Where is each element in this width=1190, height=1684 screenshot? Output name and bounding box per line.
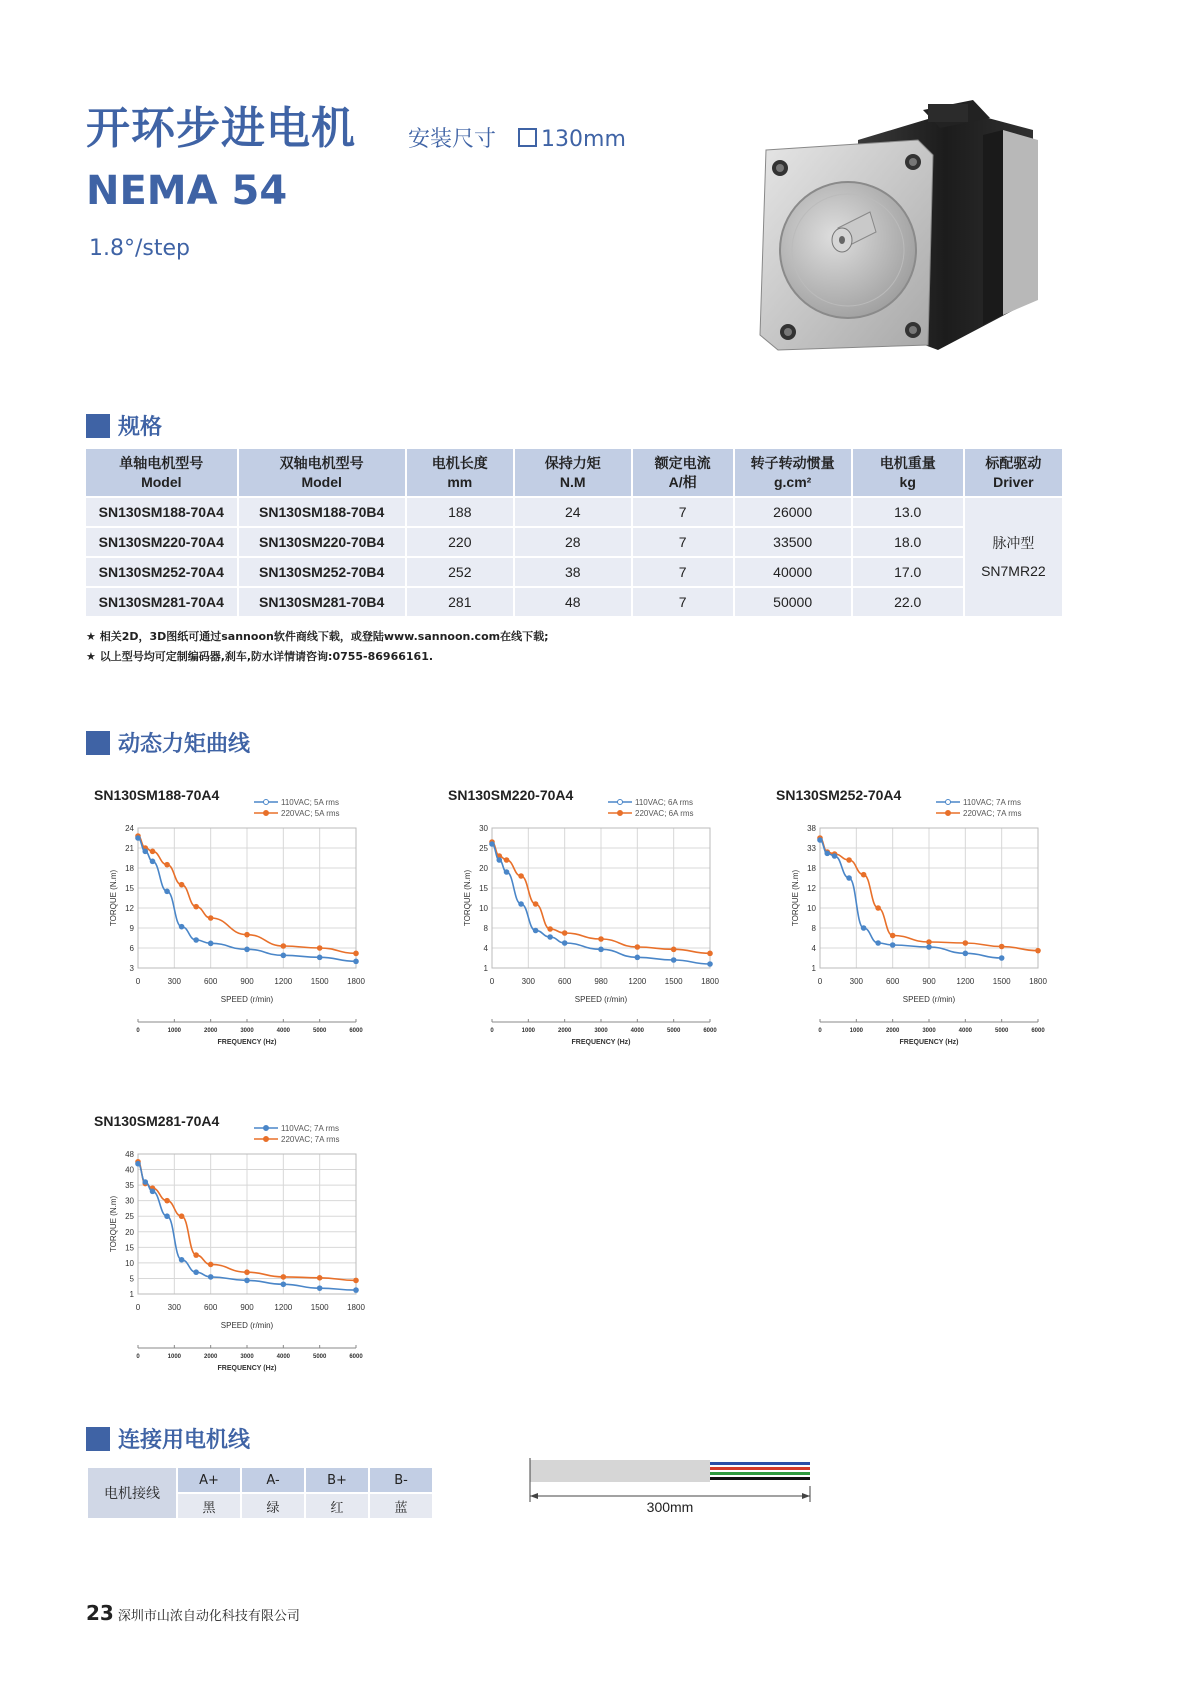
section-label: 规格: [118, 415, 163, 440]
y-tick-label: 10: [807, 904, 816, 913]
section-label: 连接用电机线: [118, 1428, 251, 1453]
legend-marker: [618, 800, 623, 805]
y-axis-label: TORQUE (N.m): [463, 869, 472, 927]
y-tick-label: 10: [479, 904, 488, 913]
wire-green: [710, 1472, 810, 1475]
data-point: [317, 1285, 323, 1291]
data-point: [193, 937, 199, 943]
x-axis-label: SPEED (r/min): [902, 995, 956, 1004]
section-label: 动态力矩曲线: [118, 732, 251, 757]
data-point: [562, 940, 568, 946]
y-tick-label: 18: [125, 864, 134, 873]
data-point: [353, 1278, 359, 1284]
cell-weight: 22.0: [852, 587, 964, 616]
data-point: [489, 841, 495, 847]
y-tick-label: 4: [483, 944, 488, 953]
chart-title: SN130SM188-70A4: [94, 787, 220, 803]
legend-marker: [264, 800, 269, 805]
data-point: [164, 862, 170, 868]
data-point: [875, 940, 881, 946]
data-point: [635, 944, 641, 950]
x-tick-label: 1500: [664, 977, 683, 986]
data-point: [547, 926, 553, 932]
x-tick-label: 1500: [310, 977, 329, 986]
data-point: [281, 1281, 287, 1287]
x-tick-label: 980: [594, 977, 608, 986]
y-tick-label: 6: [129, 944, 134, 953]
data-point: [150, 849, 156, 855]
y-tick-label: 25: [479, 844, 488, 853]
company-name: 深圳市山浓自动化科技有限公司: [117, 1609, 300, 1624]
data-point: [504, 869, 510, 875]
x2-tick-label: 4000: [630, 1028, 645, 1034]
data-point: [244, 947, 250, 953]
stepper-motor-image: [758, 100, 1058, 360]
section-marker: [86, 1427, 110, 1451]
cell-inertia: 40000: [734, 557, 852, 587]
y-tick-label: 1: [129, 1290, 134, 1299]
x-tick-label: 1800: [347, 977, 365, 986]
x-tick-label: 0: [489, 977, 495, 986]
data-point: [861, 925, 867, 931]
data-point: [635, 955, 641, 961]
y-tick-label: 4: [811, 944, 816, 953]
data-point: [142, 1179, 148, 1185]
data-point: [353, 1287, 359, 1293]
page-number: 23: [86, 1601, 114, 1625]
data-point: [317, 955, 323, 961]
x-tick-label: 1800: [701, 977, 719, 986]
x-tick-label: 0: [135, 977, 141, 986]
x-tick-label: 600: [885, 977, 900, 986]
x2-tick-label: 1000: [521, 1028, 536, 1034]
cell-driver: [964, 497, 1063, 616]
data-point: [317, 945, 323, 951]
table-header-row: [86, 449, 1063, 497]
torque-chart-svg: [86, 786, 386, 1046]
table-row: [86, 557, 1063, 587]
legend-label: 110VAC; 7A rms: [963, 798, 1021, 807]
x2-tick-label: 6000: [703, 1028, 717, 1034]
section-marker: [86, 731, 110, 755]
data-point: [598, 947, 604, 953]
data-point: [244, 932, 250, 938]
y-tick-label: 9: [129, 924, 134, 933]
x-tick-label: 900: [922, 977, 936, 986]
data-point: [208, 915, 214, 921]
x-tick-label: 1500: [310, 1303, 329, 1312]
data-point: [281, 953, 287, 959]
header-weight: 电机重量 kg: [852, 449, 964, 497]
x2-tick-label: 3000: [240, 1354, 254, 1360]
data-point: [832, 853, 838, 859]
data-point: [999, 955, 1005, 961]
data-point: [281, 943, 287, 949]
mount-label: 安装尺寸: [408, 127, 497, 152]
table-row: [86, 497, 1063, 527]
wire-black: [710, 1477, 810, 1480]
cell-torque: 38: [514, 557, 632, 587]
data-point: [179, 1213, 185, 1219]
mount-size-value: 130mm: [541, 127, 626, 152]
pin-b-plus: B+: [305, 1467, 369, 1493]
pin-a-plus: A+: [177, 1467, 241, 1493]
x2-tick-label: 6000: [349, 1354, 363, 1360]
x2-tick-label: 3000: [922, 1028, 936, 1034]
data-point: [890, 933, 896, 939]
table-row: [86, 587, 1063, 616]
x2-axis-label: FREQUENCY (Hz): [217, 1365, 277, 1372]
x-tick-label: 1500: [992, 977, 1011, 986]
x2-tick-label: 6000: [349, 1028, 363, 1034]
data-point: [281, 1274, 287, 1280]
x-tick-label: 1800: [1029, 977, 1047, 986]
data-point: [135, 1161, 141, 1167]
x2-tick-label: 5000: [666, 1028, 681, 1034]
x2-axis-label: FREQUENCY (Hz): [217, 1039, 277, 1046]
pin-b-minus: B-: [369, 1467, 433, 1493]
cell-single-model: SN130SM220-70A4: [86, 527, 238, 557]
header-rotor-inertia: 转子转动惯量 g.cm²: [734, 449, 852, 497]
x-tick-label: 300: [849, 977, 864, 986]
legend-marker: [946, 800, 951, 805]
cell-current: 7: [632, 527, 734, 557]
data-point: [142, 849, 148, 855]
section-title-spec: [86, 414, 162, 440]
data-point: [179, 1257, 185, 1263]
y-tick-label: 21: [125, 844, 134, 853]
torque-chart-252: [768, 786, 1068, 1046]
chart-title: SN130SM252-70A4: [776, 787, 902, 803]
driver-type: 脉冲型: [992, 535, 1035, 551]
section-title-torque: [86, 731, 250, 757]
data-point: [926, 939, 932, 945]
x2-tick-label: 4000: [958, 1028, 973, 1034]
y-tick-label: 8: [811, 924, 816, 933]
wire-color-blue: 蓝: [369, 1493, 433, 1519]
cell-dual-model: SN130SM281-70B4: [238, 587, 406, 616]
cell-torque: 28: [514, 527, 632, 557]
x2-tick-label: 0: [490, 1028, 494, 1034]
x-tick-label: 1200: [274, 1303, 293, 1312]
data-point: [208, 941, 214, 947]
data-point: [193, 1269, 199, 1275]
mount-size: [408, 122, 626, 153]
y-tick-label: 3: [129, 964, 134, 973]
x-tick-label: 1800: [347, 1303, 365, 1312]
x-axis-label: SPEED (r/min): [574, 995, 628, 1004]
x-tick-label: 600: [203, 1303, 218, 1312]
torque-chart-svg: [768, 786, 1068, 1046]
x-tick-label: 600: [203, 977, 218, 986]
wire-color-black: 黑: [177, 1493, 241, 1519]
x2-tick-label: 4000: [276, 1028, 291, 1034]
cell-torque: 48: [514, 587, 632, 616]
y-tick-label: 38: [807, 824, 816, 833]
data-point: [179, 924, 185, 930]
data-point: [518, 901, 524, 907]
header-length: 电机长度 mm: [406, 449, 514, 497]
header-single-model: 单轴电机型号 Model: [86, 449, 238, 497]
x-tick-label: 0: [817, 977, 823, 986]
cell-weight: 13.0: [852, 497, 964, 527]
x2-tick-label: 5000: [312, 1354, 327, 1360]
data-point: [193, 1252, 199, 1258]
y-tick-label: 1: [811, 964, 816, 973]
x2-tick-label: 1000: [167, 1354, 182, 1360]
legend-label: 220VAC; 7A rms: [963, 809, 1022, 818]
x-tick-label: 0: [135, 1303, 141, 1312]
data-point: [164, 889, 170, 895]
wiring-label: 电机接线: [87, 1467, 177, 1519]
legend-marker: [264, 1137, 269, 1142]
torque-chart-220: [440, 786, 740, 1046]
legend-marker: [264, 811, 269, 816]
cell-length: 252: [406, 557, 514, 587]
x2-axis-label: FREQUENCY (Hz): [899, 1039, 959, 1046]
cell-current: 7: [632, 557, 734, 587]
data-point: [926, 944, 932, 950]
cell-inertia: 26000: [734, 497, 852, 527]
x-tick-label: 1200: [628, 977, 647, 986]
x2-tick-label: 2000: [203, 1028, 218, 1034]
wire-color-red: 红: [305, 1493, 369, 1519]
data-point: [861, 872, 867, 878]
cell-current: 7: [632, 497, 734, 527]
y-tick-label: 24: [125, 824, 134, 833]
note-line: ★ 以上型号均可定制编码器,刹车,防水详情请咨询:0755-86966161.: [86, 650, 434, 663]
torque-chart-188: [86, 786, 386, 1046]
wire-color-green: 绿: [241, 1493, 305, 1519]
y-tick-label: 8: [483, 924, 488, 933]
data-point: [496, 857, 502, 863]
wire-blue: [710, 1462, 810, 1465]
header-rated-current: 额定电流 A/相: [632, 449, 734, 497]
y-tick-label: 15: [125, 884, 134, 893]
data-point: [244, 1278, 250, 1284]
footer: [86, 1601, 300, 1625]
chart-title: SN130SM220-70A4: [448, 787, 574, 803]
chart-title: SN130SM281-70A4: [94, 1113, 220, 1129]
y-tick-label: 30: [125, 1196, 134, 1206]
wiring-pin-row: [87, 1467, 433, 1493]
cell-weight: 17.0: [852, 557, 964, 587]
data-point: [999, 944, 1005, 950]
series-line: [820, 840, 1002, 958]
x-tick-label: 900: [240, 977, 254, 986]
data-point: [150, 1189, 156, 1195]
page-title-cn: 开环步进电机: [86, 103, 356, 154]
legend-label: 110VAC; 6A rms: [635, 798, 693, 807]
legend-label: 220VAC; 7A rms: [281, 1135, 340, 1144]
y-tick-label: 35: [125, 1181, 134, 1191]
x-tick-label: 300: [167, 1303, 182, 1312]
x2-tick-label: 6000: [1031, 1028, 1045, 1034]
data-point: [164, 1213, 170, 1219]
data-point: [1035, 948, 1041, 954]
data-point: [208, 1274, 214, 1280]
data-point: [179, 882, 185, 888]
x2-axis-label: FREQUENCY (Hz): [571, 1039, 631, 1046]
legend-label: 110VAC; 7A rms: [281, 1124, 339, 1133]
cell-inertia: 33500: [734, 527, 852, 557]
x-tick-label: 600: [557, 977, 572, 986]
table-row: [86, 527, 1063, 557]
y-tick-label: 48: [125, 1150, 134, 1159]
cell-dual-model: SN130SM188-70B4: [238, 497, 406, 527]
data-point: [533, 901, 539, 907]
data-point: [533, 928, 539, 934]
y-tick-label: 12: [807, 884, 816, 893]
x2-tick-label: 2000: [885, 1028, 900, 1034]
data-point: [963, 940, 969, 946]
y-tick-label: 25: [125, 1212, 134, 1222]
cell-single-model: SN130SM281-70A4: [86, 587, 238, 616]
y-tick-label: 15: [479, 884, 488, 893]
data-point: [875, 905, 881, 911]
data-point: [671, 957, 677, 963]
data-point: [518, 873, 524, 879]
x2-tick-label: 0: [818, 1028, 822, 1034]
data-point: [135, 835, 141, 841]
legend-marker: [618, 811, 623, 816]
y-tick-label: 20: [125, 1227, 134, 1237]
y-tick-label: 10: [125, 1258, 134, 1268]
y-tick-label: 1: [483, 964, 488, 973]
data-point: [164, 1198, 170, 1204]
data-point: [824, 851, 830, 857]
cable-jacket: [530, 1460, 710, 1482]
header-holding-torque: 保持力矩 N.M: [514, 449, 632, 497]
square-icon: [518, 128, 537, 147]
cable-length-label: 300mm: [646, 1499, 694, 1515]
data-point: [671, 947, 677, 953]
y-tick-label: 20: [479, 864, 488, 873]
x-tick-label: 1200: [274, 977, 293, 986]
pin-a-minus: A-: [241, 1467, 305, 1493]
driver-model: SN7MR22: [981, 563, 1046, 579]
y-tick-label: 15: [125, 1243, 134, 1253]
x-axis-label: SPEED (r/min): [220, 1321, 274, 1330]
section-marker: [86, 414, 110, 438]
x2-tick-label: 3000: [240, 1028, 254, 1034]
legend-label: 220VAC; 6A rms: [635, 809, 694, 818]
x-tick-label: 300: [521, 977, 536, 986]
data-point: [353, 951, 359, 957]
header-dual-model: 双轴电机型号 Model: [238, 449, 406, 497]
data-point: [317, 1275, 323, 1281]
cell-single-model: SN130SM252-70A4: [86, 557, 238, 587]
y-tick-label: 40: [125, 1165, 134, 1175]
x2-tick-label: 1000: [167, 1028, 182, 1034]
data-point: [547, 934, 553, 940]
y-tick-label: 33: [807, 844, 816, 853]
data-point: [208, 1262, 214, 1268]
legend-marker: [264, 1126, 269, 1131]
wiring-table: [86, 1466, 434, 1520]
header-driver: 标配驱动 Driver: [964, 449, 1063, 497]
step-angle: 1.8°/step: [89, 236, 190, 261]
spec-table: [86, 449, 1064, 616]
x2-tick-label: 5000: [994, 1028, 1009, 1034]
cell-torque: 24: [514, 497, 632, 527]
x2-tick-label: 0: [136, 1028, 140, 1034]
y-tick-label: 30: [479, 824, 488, 833]
y-tick-label: 18: [807, 864, 816, 873]
cell-length: 188: [406, 497, 514, 527]
x-axis-label: SPEED (r/min): [220, 995, 274, 1004]
x2-tick-label: 3000: [594, 1028, 608, 1034]
x-tick-label: 1200: [956, 977, 975, 986]
torque-chart-svg: [86, 1112, 386, 1372]
torque-chart-281: [86, 1112, 386, 1372]
section-title-wiring: [86, 1427, 250, 1453]
x2-tick-label: 5000: [312, 1028, 327, 1034]
y-tick-label: 12: [125, 904, 134, 913]
cell-dual-model: SN130SM252-70B4: [238, 557, 406, 587]
torque-chart-svg: [440, 786, 740, 1046]
cell-single-model: SN130SM188-70A4: [86, 497, 238, 527]
data-point: [150, 859, 156, 865]
x2-tick-label: 2000: [557, 1028, 572, 1034]
data-point: [244, 1269, 250, 1275]
cell-inertia: 50000: [734, 587, 852, 616]
y-tick-label: 5: [129, 1274, 134, 1284]
data-point: [562, 930, 568, 936]
data-point: [193, 904, 199, 910]
data-point: [353, 959, 359, 965]
cell-weight: 18.0: [852, 527, 964, 557]
note-line: ★ 相关2D，3D图纸可通过sannoon软件商线下载，或登陆www.sannoon.com在线下载;: [86, 630, 549, 643]
cable-diagram: [528, 1456, 828, 1520]
y-axis-label: TORQUE (N.m): [109, 1195, 118, 1253]
cell-dual-model: SN130SM220-70B4: [238, 527, 406, 557]
data-point: [504, 857, 510, 863]
y-axis-label: TORQUE (N.m): [109, 869, 118, 927]
notes: [86, 627, 549, 667]
data-point: [707, 951, 713, 957]
y-axis-label: TORQUE (N.m): [791, 869, 800, 927]
data-point: [846, 875, 852, 881]
cell-length: 281: [406, 587, 514, 616]
x-tick-label: 300: [167, 977, 182, 986]
x2-tick-label: 0: [136, 1354, 140, 1360]
legend-label: 110VAC; 5A rms: [281, 798, 339, 807]
data-point: [707, 961, 713, 967]
cell-length: 220: [406, 527, 514, 557]
x2-tick-label: 2000: [203, 1354, 218, 1360]
cell-current: 7: [632, 587, 734, 616]
legend-label: 220VAC; 5A rms: [281, 809, 340, 818]
x-tick-label: 900: [240, 1303, 254, 1312]
data-point: [598, 936, 604, 942]
x2-tick-label: 4000: [276, 1354, 291, 1360]
data-point: [890, 942, 896, 948]
wire-red: [710, 1467, 810, 1470]
page-title-en: NEMA 54: [86, 168, 288, 214]
data-point: [963, 951, 969, 957]
x2-tick-label: 1000: [849, 1028, 864, 1034]
data-point: [817, 837, 823, 843]
legend-marker: [946, 811, 951, 816]
data-point: [846, 857, 852, 863]
